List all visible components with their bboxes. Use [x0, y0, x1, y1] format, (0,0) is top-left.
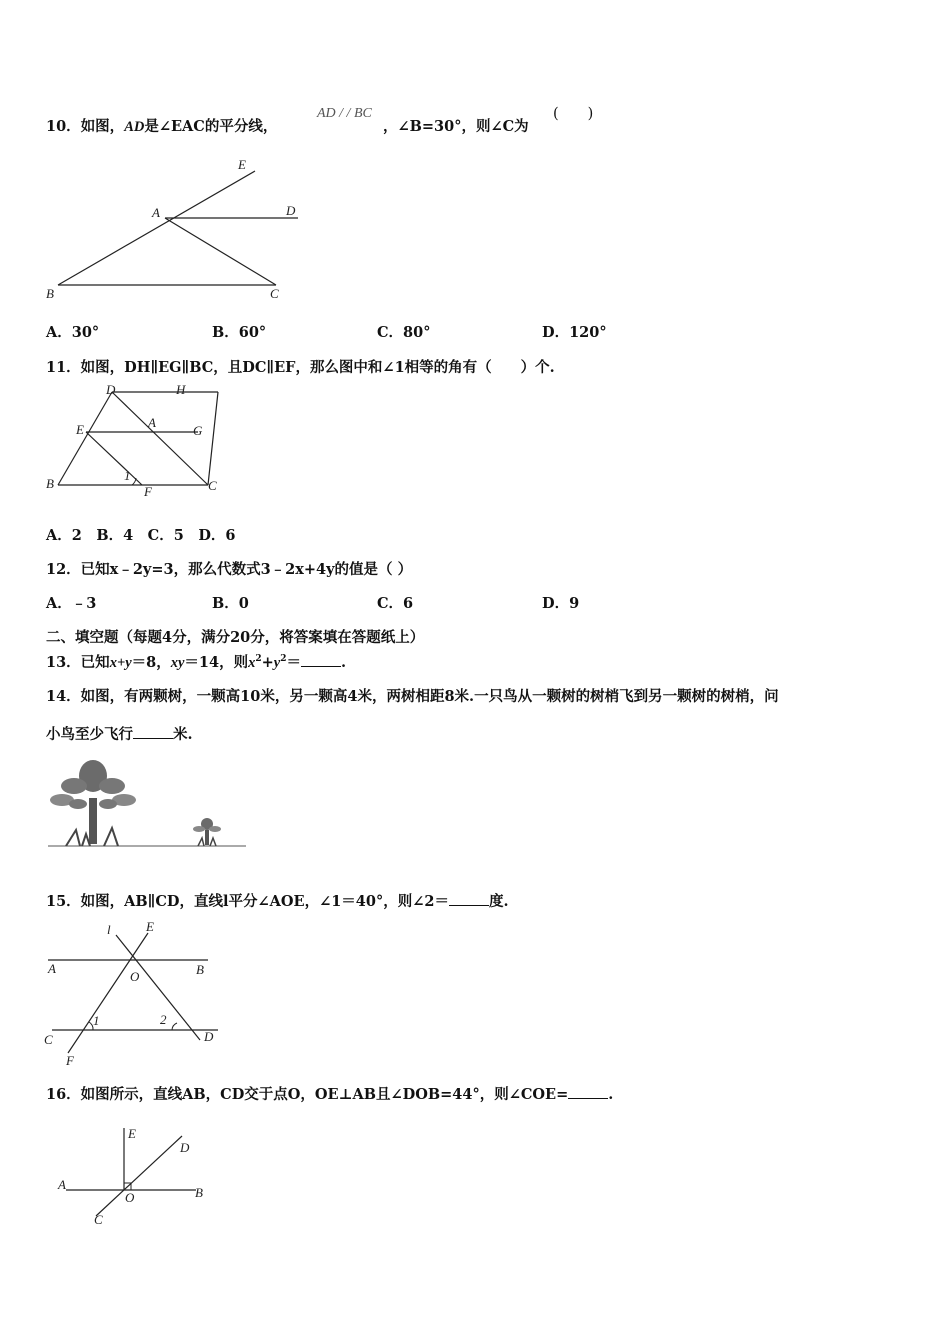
q10-figure [40, 155, 310, 305]
q10-formula: AD / / BC [317, 106, 372, 121]
q16-label-b: B [195, 1185, 203, 1200]
q12-option-c: C．6 [377, 595, 414, 612]
q15-text-b: 度. [488, 893, 509, 910]
q10-label-d: D [286, 203, 296, 218]
q13-eq2: ＝14，则 [184, 654, 249, 671]
q15-label-o: O [130, 969, 140, 984]
q15-label-2: 2 [160, 1012, 167, 1027]
q12-stem: 12．已知x﹣2y=3，那么代数式3﹣2x+4y的值是（ ） [46, 561, 413, 578]
q10-number: 10． [46, 118, 81, 135]
q10-paren: ( ) [553, 106, 594, 122]
q16-stem [46, 1083, 613, 1104]
q13-eq3: ＝ [286, 654, 301, 671]
q15-stem [46, 890, 509, 911]
section-title: 二、填空题（每题4分，满分20分，将答案填在答题纸上） [46, 629, 425, 646]
q11-label-c: C [208, 478, 217, 493]
q13-answer-blank[interactable] [301, 654, 341, 667]
q16-label-e: E [128, 1126, 136, 1141]
q10-stem-b: 是∠EAC的平分线， [144, 118, 278, 135]
q13-sup1: 2 [255, 654, 262, 665]
q10-stem-a: 如图， [80, 118, 125, 135]
q16-answer-blank[interactable] [568, 1086, 608, 1099]
q10-option-c: C．80° [377, 324, 431, 341]
q11-label-e: E [76, 422, 84, 437]
q15-figure [40, 915, 230, 1070]
q16-label-c: C [94, 1212, 103, 1227]
q13-sup2: 2 [280, 654, 287, 665]
q15-label-e: E [146, 919, 154, 934]
q13-expr-y: y [273, 655, 281, 671]
q10-label-c: C [270, 286, 279, 301]
q16-text-b: . [608, 1086, 614, 1103]
q16-label-o: O [125, 1190, 135, 1205]
q13-cond1: x+y [109, 655, 132, 671]
q13-plus: + [261, 654, 274, 671]
q14-line2-a: 小鸟至少飞行 [46, 726, 133, 743]
q15-label-b: B [196, 962, 204, 977]
q13-stem [46, 651, 346, 672]
q16-text-a: 16．如图所示，直线AB，CD交于点O，OE⊥AB且∠DOB=44°，则∠COE= [46, 1086, 569, 1103]
tall-tree-icon [50, 760, 136, 846]
q10-ad: AD [124, 119, 145, 135]
q10-option-a: A．30° [46, 324, 100, 341]
q15-label-1: 1 [93, 1013, 100, 1028]
q10-stem [46, 115, 277, 136]
q13-end: . [340, 654, 347, 671]
q11-options: A．2 B．4 C．5 D．6 [46, 527, 236, 544]
q14-trees-figure [46, 758, 251, 853]
q11-label-h: H [176, 382, 186, 397]
q12-option-d: D．9 [542, 595, 580, 612]
q13-cond2: xy [170, 655, 185, 671]
q11-label-d: D [106, 382, 116, 397]
q14-line2 [46, 723, 193, 744]
q10-stem-c: ，∠B=30°，则∠C为 [383, 118, 529, 135]
q14-answer-blank[interactable] [133, 726, 173, 739]
q16-label-d: D [180, 1140, 190, 1155]
q16-figure [50, 1120, 220, 1230]
q15-label-a: A [48, 961, 56, 976]
q13-eq1: ＝8， [131, 654, 171, 671]
q16-label-a: A [58, 1177, 66, 1192]
q15-label-d: D [204, 1029, 214, 1044]
q15-label-c: C [44, 1032, 53, 1047]
q10-label-e: E [238, 157, 246, 172]
q11-label-f: F [144, 484, 152, 499]
short-tree-icon [193, 818, 221, 846]
q14-line1: 14．如图，有两颗树，一颗高10米，另一颗高4米，两树相距8米.一只鸟从一颗树的树梢飞到另一颗树的树梢，问 [46, 688, 779, 705]
q15-answer-blank[interactable] [449, 893, 489, 906]
q15-label-f: F [66, 1053, 74, 1068]
q12-option-a: A．﹣3 [46, 595, 97, 612]
q14-line2-b: 米. [173, 726, 193, 743]
q13-prefix: 13．已知 [46, 654, 110, 671]
q11-stem: 11．如图，DH∥EG∥BC，且DC∥EF，那么图中和∠1相等的角有（ ）个. [46, 359, 555, 376]
q12-option-b: B．0 [212, 595, 249, 612]
q11-label-g: G [193, 423, 203, 438]
q10-label-b: B [46, 286, 54, 301]
q11-figure [40, 382, 230, 504]
q10-option-b: B．60° [212, 324, 267, 341]
q11-label-b: B [46, 476, 54, 491]
q10-label-a: A [152, 205, 160, 220]
q10-option-d: D．120° [542, 324, 607, 341]
q11-label-1: 1 [124, 468, 131, 483]
q15-text-a: 15．如图，AB∥CD，直线l平分∠AOE，∠1＝40°，则∠2＝ [46, 893, 449, 910]
q11-label-a: A [148, 415, 156, 430]
q13-expr-x: x [248, 655, 256, 671]
q15-label-l: l [107, 922, 111, 937]
